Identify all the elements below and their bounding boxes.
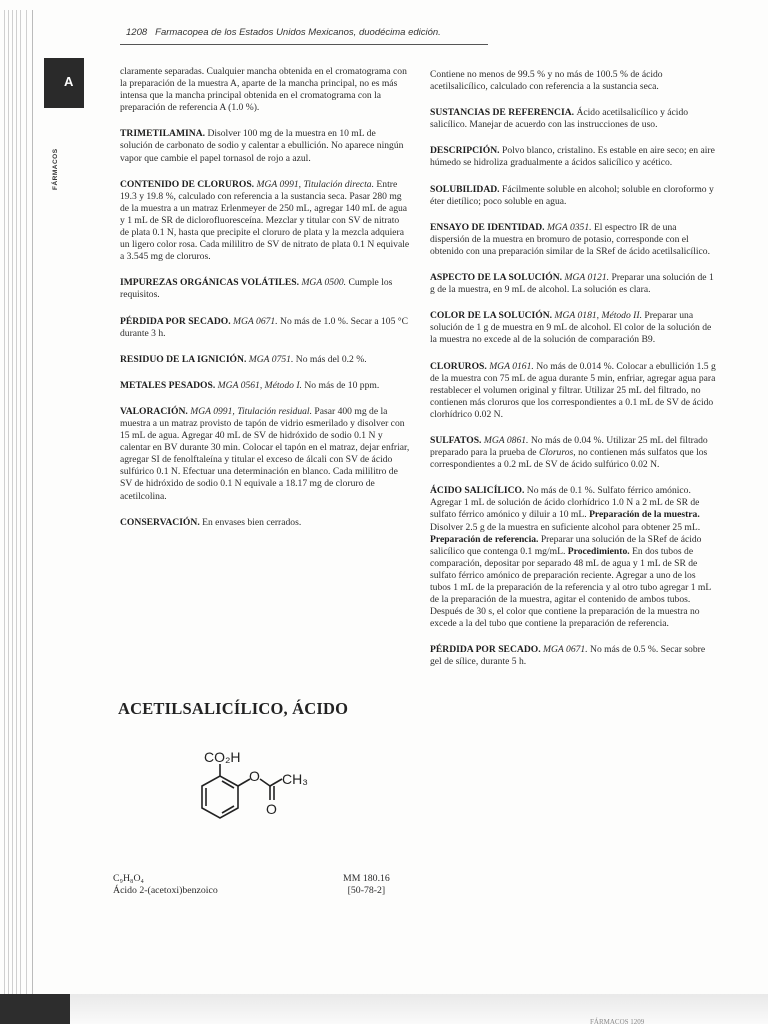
section-color xyxy=(430,310,718,346)
methyl-label: CH₃ xyxy=(282,771,308,787)
test-reference: Cloruros xyxy=(538,447,574,459)
section-text: Polvo blanco, cristalino. Es estable en aire seco; en aire húmedo se hidroliza gradualmente a ácidos salicílico y acético. xyxy=(430,145,715,169)
running-header xyxy=(126,27,441,38)
section-text: Entre 19.3 y 19.8 %, calculado con referencia a la sustancia seca. Pasar 280 mg de la muestra a un matraz Erlenmeyer de 250 mL, agregar 140 mL de agua y 1 mL de SR de diclorofluoresceína. Mezclar y titular con SV de nitrato de plata 0.1 N, hasta que precipite el cloruro de plata y la mezcla adquiera un ligero color rosa. Cada mililitro de SV de nitrato de plata 0.1 N equivale a 3.545 mg de cloruros. xyxy=(120,178,410,263)
method-reference: MGA 0181, Método II. xyxy=(554,310,642,322)
section-heading: PÉRDIDA POR SECADO. xyxy=(120,315,231,327)
section-heading: DESCRIPCIÓN. xyxy=(430,145,500,157)
section-heading: METALES PESADOS. xyxy=(120,379,216,391)
section-text: No más de 0.5 %. Secar sobre gel de sílice, durante 5 h. xyxy=(430,644,706,668)
section-text: Pasar 400 mg de la muestra a un matraz provisto de tapón de vidrio esmerilado y disolver con 15 mL de agua. Agregar 40 mL de SV de hidróxido de sodio 0.1 N y calentar en BV durante 30 min. Colocar el tapón en el matraz, dejar enfriar, agregar SI de fenolftaleína y titular el exceso de álcali con SV de ácido sulfúrico 0.1 N. Efectuar una determinación en blanco. Cada mililitro de SV de hidróxido de sodio 0.1 N equivale a 18.17 mg de cloruro de acetilcolina. xyxy=(120,405,410,502)
right-column xyxy=(430,69,718,669)
section-heading: SUSTANCIAS DE REFERENCIA. xyxy=(430,107,575,119)
section-tab xyxy=(44,58,84,108)
section-solubilidad xyxy=(430,184,718,208)
subsection-heading: Procedimiento. xyxy=(567,545,630,557)
next-page-edge xyxy=(0,994,768,1024)
method-reference: MGA 0500. xyxy=(301,277,347,289)
section-text: No más de 10 ppm. xyxy=(304,379,380,391)
section-text: Preparar una solución de 1 g de muestra en 9 mL de alcohol. El color de la solución de la muestra no excede al de la solución de comparación B9. xyxy=(430,310,712,346)
subsection-heading: Preparación de la muestra. xyxy=(589,509,700,521)
left-column xyxy=(120,66,410,529)
section-text: Cumple los requisitos. xyxy=(120,277,393,301)
acid-label: CO₂H xyxy=(204,749,241,765)
section-heading: ASPECTO DE LA SOLUCIÓN. xyxy=(430,272,563,284)
section-heading: COLOR DE LA SOLUCIÓN. xyxy=(430,310,553,322)
header-title: Farmacopea de los Estados Unidos Mexicanos, duodécima edición. xyxy=(155,27,441,38)
section-heading: CLORUROS. xyxy=(430,360,487,372)
section-trimetilamina xyxy=(120,128,410,164)
section-text: En dos tubos de comparación, depositar por separado 48 mL de agua y 1 mL de SR de sulfato férrico amónico de preparación reciente. Agregar a uno de los tubos 1 mL de la preparación de la referencia y al otro tubo agregar 1 mL de la preparación de la muestra, agitar el contenido de ambos tubos. Después de 30 s, el color que contiene la preparación de la muestra no excede a la del tubo que contiene la preparación de referencia. xyxy=(430,545,711,630)
section-text: Disolver 2.5 g de la muestra en suficiente alcohol para obtener 25 mL. xyxy=(430,521,701,533)
method-reference: MGA 0351. xyxy=(546,221,592,233)
molar-mass: MM 180.16 xyxy=(343,873,390,884)
section-identidad xyxy=(430,222,718,258)
method-reference: MGA 0861. xyxy=(483,434,529,446)
section-text: , no contienen más sulfatos que los correspondientes a 0.2 mL de SV de ácido sulfúrico 0.02 N. xyxy=(430,447,708,471)
section-valoracion xyxy=(120,406,410,503)
section-conservacion xyxy=(120,517,410,529)
section-text: En envases bien cerrados. xyxy=(202,516,302,528)
page-edges xyxy=(0,0,40,1024)
chemical-structure xyxy=(170,748,330,848)
section-text: No más de 0.014 %. Colocar a ebullición 1.5 g de la muestra con 75 mL de agua durante 5 min, enfriar, agregar agua para restablecer el volumen original y filtrar. Utilizar 25 mL del filtrado, no contienen más cloruros que los correspondientes a 0.1 mL de SV de ácido clorhídrico 0.02 N. xyxy=(430,360,716,420)
section-text: Disolver 100 mg de la muestra en 10 mL de solución de carbonato de sodio y calentar a ebullición. No aparece ningún vapor que cambie el papel tornasol de rojo a azul. xyxy=(120,128,404,164)
section-heading: ENSAYO DE IDENTIDAD. xyxy=(430,221,545,233)
side-label: FÁRMACOS xyxy=(52,148,59,190)
section-heading: IMPUREZAS ORGÁNICAS VOLÁTILES. xyxy=(120,277,300,289)
section-heading: ÁCIDO SALICÍLICO. xyxy=(430,485,525,497)
section-text: No más de 0.04 %. Utilizar 25 mL del filtrado preparado para la prueba de xyxy=(430,434,708,459)
method-reference: MGA 0161. xyxy=(489,360,534,372)
section-heading: RESIDUO DE LA IGNICIÓN. xyxy=(120,353,247,365)
oxygen-label: O xyxy=(249,768,260,784)
page-number: 1208 xyxy=(126,27,148,38)
method-reference: MGA 0561, Método I. xyxy=(217,379,302,391)
method-reference: MGA 0991, Titulación residual. xyxy=(190,405,312,417)
section-text: Ácido acetilsalicílico y ácido salicílico. Manejar de acuerdo con las instrucciones de uso. xyxy=(430,107,689,131)
carbonyl-oxygen-label: O xyxy=(266,801,277,817)
section-aspecto xyxy=(430,272,718,296)
section-sustancias xyxy=(430,107,718,131)
section-heading: SULFATOS. xyxy=(430,434,482,446)
section-sulfatos xyxy=(430,435,718,471)
content-statement: Contiene no menos de 99.5 % y no más de 100.5 % de ácido acetilsalicílico, calculado con referencia a la sustancia seca. xyxy=(430,69,663,93)
method-reference: MGA 0121. xyxy=(564,272,610,284)
section-heading: CONSERVACIÓN. xyxy=(120,516,200,528)
section-metales xyxy=(120,380,410,392)
section-residuo xyxy=(120,354,410,366)
method-reference: MGA 0671. xyxy=(233,315,278,327)
cas-number: [50-78-2] xyxy=(347,885,386,896)
section-cloruros xyxy=(430,361,718,421)
section-text: Preparar una solución de la SRef de ácido salicílico que contenga 0.1 mg/mL. xyxy=(430,533,702,557)
method-reference: MGA 0991, Titulación directa. xyxy=(256,178,375,190)
section-heading: PÉRDIDA POR SECADO. xyxy=(430,644,541,656)
section-salicilico xyxy=(430,485,718,630)
molecular-formula: C₉H₈O₄ xyxy=(113,873,144,884)
monograph-title: ACETILSALICÍLICO, ÁCIDO xyxy=(118,699,349,718)
section-heading: VALORACIÓN. xyxy=(120,405,188,417)
formula-block xyxy=(113,873,218,897)
intro-paragraph: claramente separadas. Cualquier mancha obtenida en el cromatograma con la preparación de la muestra A, aparte de la mancha principal, no es más intensa que la mancha principal obtenida en el cromatograma con la preparación de referencia A (1.0 %). xyxy=(120,66,407,114)
section-cloruros-contenido xyxy=(120,179,410,264)
section-perdida xyxy=(120,316,410,340)
section-perdida xyxy=(430,644,718,668)
section-text: Fácilmente soluble en alcohol; soluble en cloroformo y éter dietílico; poco soluble en agua. xyxy=(430,183,714,207)
molar-mass-block xyxy=(343,873,390,897)
section-text: No más de 0.1 %. Sulfato férrico amónico. Agregar 1 mL de solución de ácido clorhídrico 1.0 N a 2 mL de SR de sulfato férrico amónico y diluir a 10 mL. xyxy=(430,485,700,521)
section-tab-letter: A xyxy=(64,74,74,89)
section-descripcion xyxy=(430,145,718,169)
subsection-heading: Preparación de referencia. xyxy=(430,533,539,545)
iupac-name: Ácido 2-(acetoxi)benzoico xyxy=(113,885,218,896)
section-text: El espectro IR de una dispersión de la muestra en bromuro de potasio, corresponde con el obtenido con una preparación similar de la SRef de ácido acetilsalicílico. xyxy=(430,221,710,257)
method-reference: MGA 0751. xyxy=(248,353,294,365)
section-text: No más del 0.2 %. xyxy=(295,353,367,365)
section-text: No más de 1.0 %. Secar a 105 °C durante 3 h. xyxy=(120,315,409,339)
section-text: Preparar una solución de 1 g de la muestra, en 9 mL de alcohol. La solución es clara. xyxy=(430,272,714,296)
section-heading: TRIMETILAMINA. xyxy=(120,128,206,140)
benzene-ring xyxy=(202,776,238,818)
method-reference: MGA 0671. xyxy=(543,644,588,656)
section-impurezas xyxy=(120,277,410,301)
section-heading: CONTENIDO DE CLORUROS. xyxy=(120,178,255,190)
next-page-header-fragment: FÁRMACOS 1209 xyxy=(590,1018,645,1026)
section-heading: SOLUBILIDAD. xyxy=(430,183,500,195)
header-rule xyxy=(120,44,488,45)
